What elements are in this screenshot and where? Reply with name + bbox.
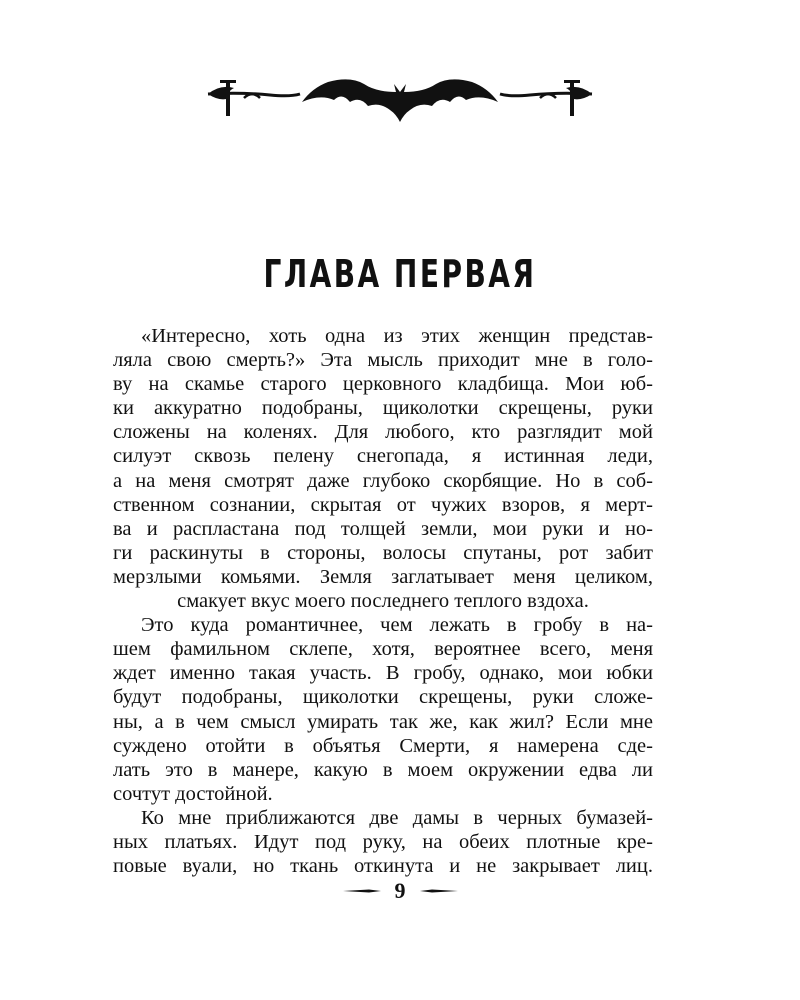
text-line: а на меня смотрят даже глубоко скорбящие. Но в соб- <box>113 469 653 492</box>
text-line: ляла свою смерть?» Эта мысль приходит мне в голо- <box>113 349 653 372</box>
text-line: смакует вкус моего последнего теплого вздоха. <box>177 590 589 613</box>
text-line: лать это в манере, какую в моем окружении едва ли <box>113 758 653 781</box>
page-number: 9 <box>394 878 406 903</box>
text-line: мерзлыми комьями. Земля заглатывает меня целиком, <box>113 565 653 588</box>
text-line: «Интересно, хоть одна из этих женщин представ- <box>141 325 653 347</box>
text-line: сложены на коленях. Для любого, кто разглядит мой <box>113 421 653 444</box>
text-line: Это куда романтичнее, чем лежать в гробу в на- <box>141 614 653 637</box>
text-line: ждет именно такая участь. В гробу, однако, мои юбки <box>113 662 653 685</box>
page-footer <box>0 876 800 906</box>
text-line: повые вуали, но ткань откинута и не закрывает лиц. <box>113 855 653 878</box>
chapter-body <box>113 324 653 878</box>
text-line: суждено отойти в объятья Смерти, я намерена сде- <box>113 734 653 757</box>
text-line: ва и распластана под толщей земли, мои руки и но- <box>113 517 653 540</box>
left-flourish-icon <box>343 886 381 896</box>
text-line: ву на скамье старого церковного кладбища. Мои юб- <box>113 373 653 396</box>
text-line: ны, а в чем смысл умирать так же, как жил? Если мне <box>113 710 653 733</box>
text-line: ных платьях. Идут под руку, на обеих плотные кре- <box>113 830 653 853</box>
text-line: ги раскинуты в стороны, волосы спутаны, рот забит <box>113 541 653 564</box>
text-line: сочтут достойной. <box>113 782 273 805</box>
text-line: будут подобраны, щиколотки скрещены, руки сложе- <box>113 686 653 709</box>
chapter-title: ГЛАВА ПЕРВАЯ <box>263 252 537 296</box>
text-line: силуэт сквозь пелену снегопада, я истинная леди, <box>113 445 653 468</box>
text-line: Ко мне приближаются две дамы в черных бумазей- <box>141 806 653 829</box>
text-line: ки аккуратно подобраны, щиколотки скрещены, руки <box>113 397 653 420</box>
right-flourish-icon <box>420 886 458 896</box>
bat-ornament-icon <box>200 62 600 134</box>
text-line: шем фамильном склепе, хотя, вероятнее всего, меня <box>113 638 653 661</box>
text-line: ственном сознании, скрытая от чужих взоров, я мерт- <box>113 493 653 516</box>
